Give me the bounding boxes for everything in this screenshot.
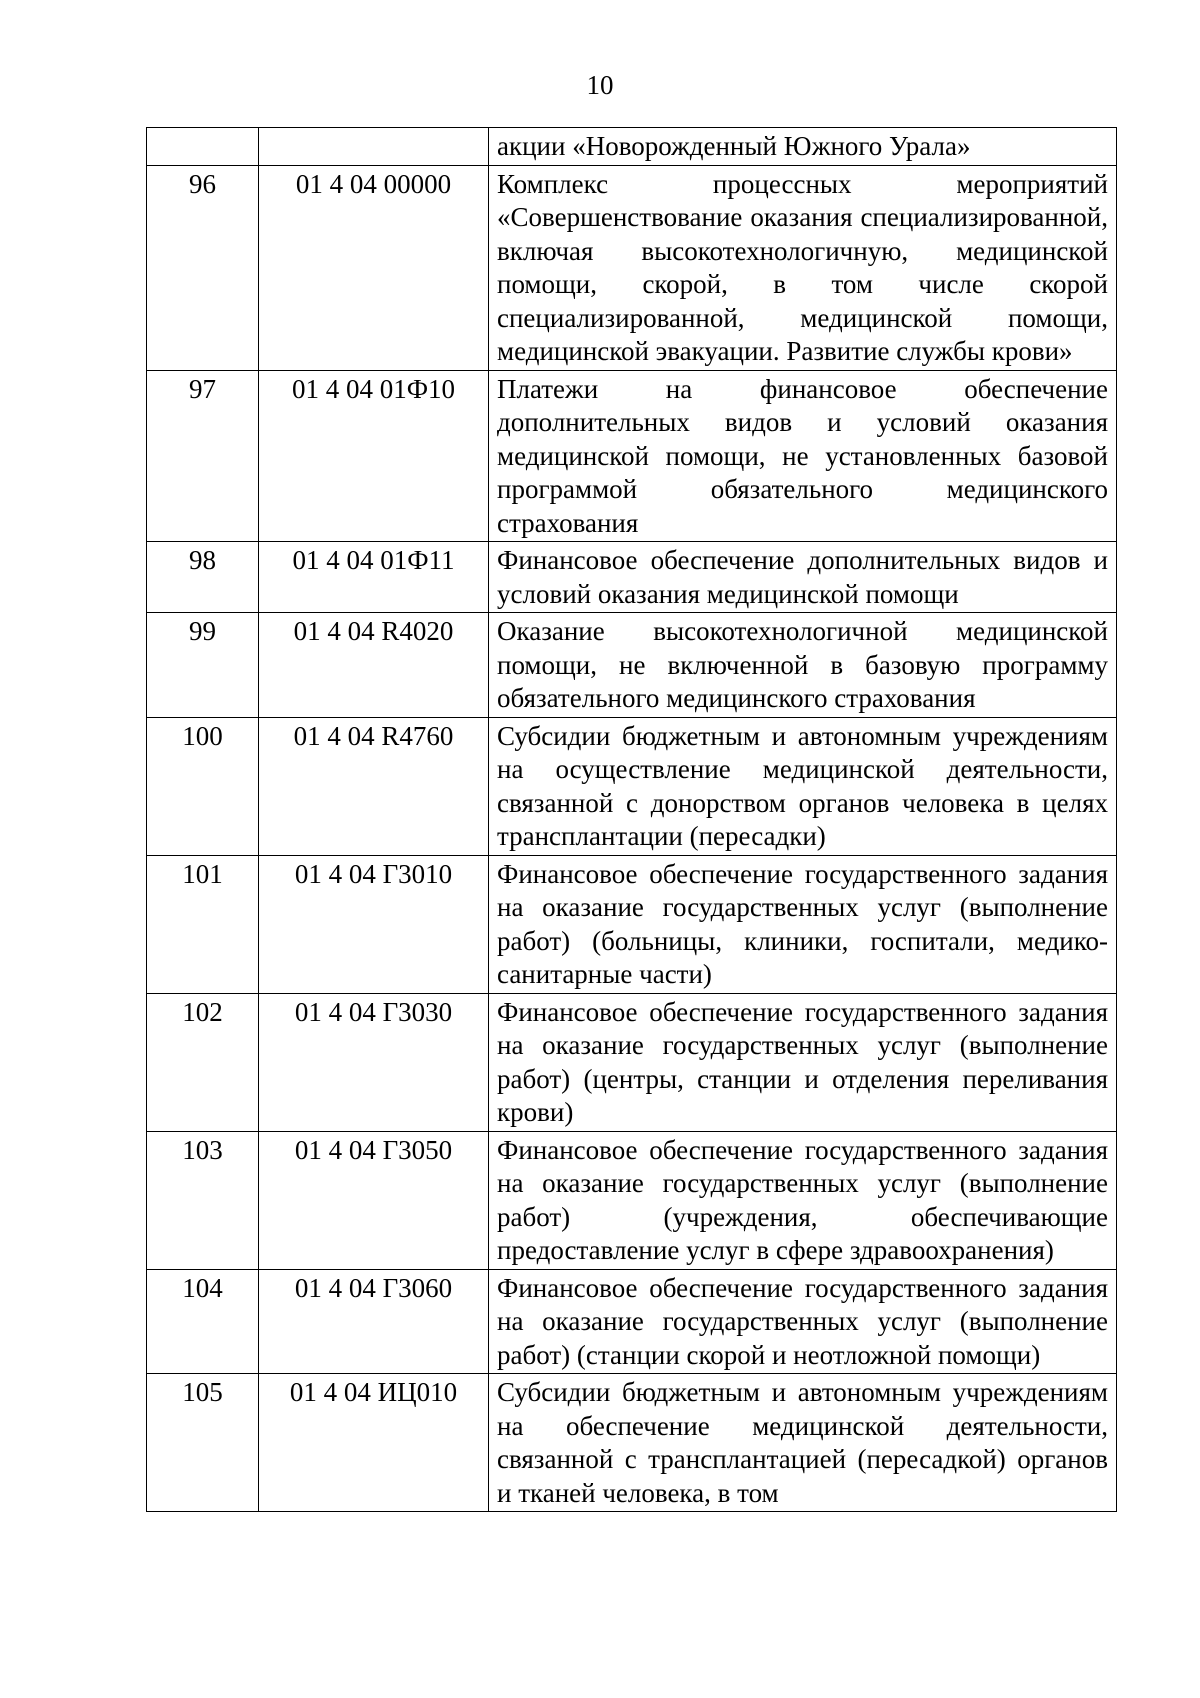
table-row [147,128,1117,166]
budget-code: 01 4 04 01Ф10 [259,370,489,542]
budget-code: 01 4 04 Г3010 [259,855,489,993]
budget-code: 01 4 04 Г3060 [259,1269,489,1374]
row-number: 100 [147,717,259,855]
budget-code: 01 4 04 00000 [259,165,489,370]
row-number: 104 [147,1269,259,1374]
row-number: 97 [147,370,259,542]
budget-code: 01 4 04 R4760 [259,717,489,855]
budget-code: 01 4 04 ИЦ010 [259,1374,489,1512]
row-description: Субсидии бюджетным и автономным учреждениям на осуществление медицинской деятельности, связанной с донорством органов человека в целях трансплантации (пересадки) [489,717,1117,855]
row-description: Финансовое обеспечение государственного задания на оказание государственных услуг (выполнение работ) (учреждения, обеспечивающие предоставление услуг в сфере здравоохранения) [489,1131,1117,1269]
budget-code: 01 4 04 R4020 [259,613,489,718]
row-number: 98 [147,542,259,613]
table-row [147,542,1117,613]
row-number [147,128,259,166]
row-number: 99 [147,613,259,718]
row-description: Оказание высокотехнологичной медицинской помощи, не включенной в базовую программу обязательного медицинского страхования [489,613,1117,718]
row-number: 101 [147,855,259,993]
row-description: акции «Новорожденный Южного Урала» [489,128,1117,166]
row-description: Финансовое обеспечение государственного задания на оказание государственных услуг (выполнение работ) (центры, станции и отделения переливания крови) [489,993,1117,1131]
row-number: 105 [147,1374,259,1512]
row-description: Субсидии бюджетным и автономным учреждениям на обеспечение медицинской деятельности, связанной с трансплантацией (пересадкой) органов и тканей человека, в том [489,1374,1117,1512]
row-description: Финансовое обеспечение дополнительных видов и условий оказания медицинской помощи [489,542,1117,613]
row-number: 103 [147,1131,259,1269]
page-number: 10 [586,70,614,100]
table-row [147,1374,1117,1512]
row-number: 96 [147,165,259,370]
table-row [147,613,1117,718]
table-row [147,717,1117,855]
budget-codes-table [146,127,1117,1512]
table-row [147,370,1117,542]
budget-code: 01 4 04 Г3030 [259,993,489,1131]
row-description: Комплекс процессных мероприятий «Совершенствование оказания специализированной, включая высокотехнологичную, медицинской помощи, скорой, в том числе скорой специализированной, медицинской помощи, медицинской эвакуации. Развитие службы крови» [489,165,1117,370]
row-description: Финансовое обеспечение государственного задания на оказание государственных услуг (выполнение работ) (больницы, клиники, госпитали, медико-санитарные части) [489,855,1117,993]
row-number: 102 [147,993,259,1131]
budget-code: 01 4 04 Г3050 [259,1131,489,1269]
budget-code: 01 4 04 01Ф11 [259,542,489,613]
row-description: Финансовое обеспечение государственного задания на оказание государственных услуг (выполнение работ) (станции скорой и неотложной помощи) [489,1269,1117,1374]
table-row [147,855,1117,993]
table-row [147,165,1117,370]
table-row [147,993,1117,1131]
table-row [147,1269,1117,1374]
budget-code [259,128,489,166]
row-description: Платежи на финансовое обеспечение дополнительных видов и условий оказания медицинской помощи, не установленных базовой программой обязательного медицинского страхования [489,370,1117,542]
table-row [147,1131,1117,1269]
